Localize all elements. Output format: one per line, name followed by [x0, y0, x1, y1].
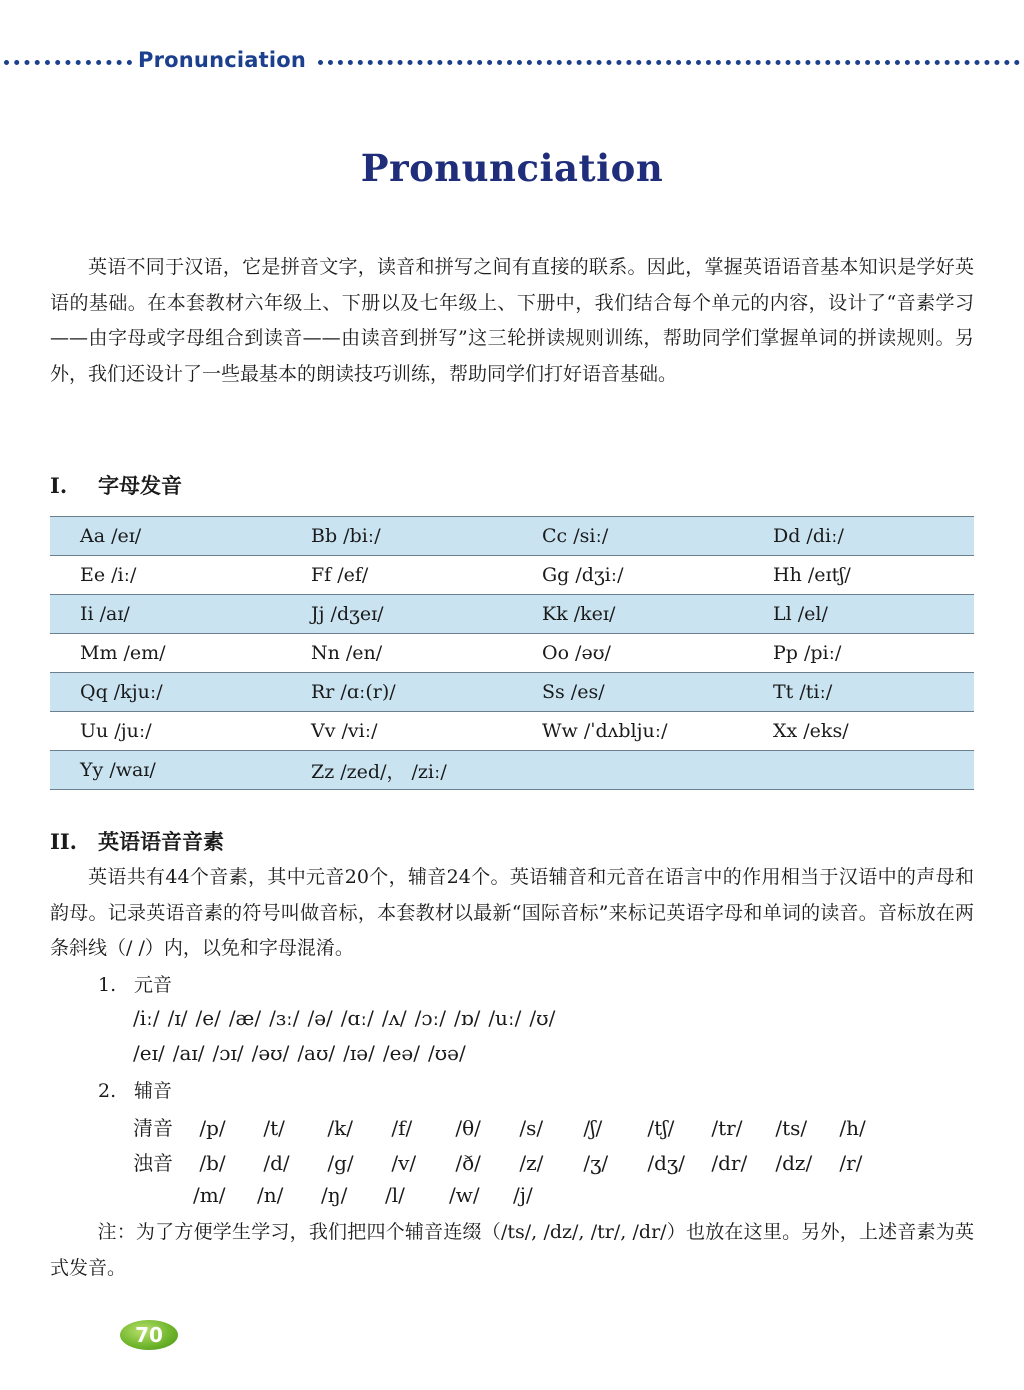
vowel-symbol: /ɒ/ — [454, 1006, 481, 1030]
letter-cell: Ll /el/ — [743, 595, 974, 634]
consonant-symbol: /p/ — [199, 1116, 226, 1140]
consonants-heading — [98, 1076, 172, 1103]
letter-cell: Tt /tiː/ — [743, 673, 974, 712]
consonant-symbol: /s/ — [519, 1116, 544, 1140]
voiceless-label: 清音 — [133, 1116, 173, 1140]
vowel-symbol: /æ/ — [228, 1006, 262, 1030]
letter-cell: Gg /dʒiː/ — [512, 556, 743, 595]
page-title: Pronunciation — [360, 146, 664, 190]
vowel-symbol: /eə/ — [382, 1041, 420, 1065]
vowel-symbol: /ə/ — [307, 1006, 333, 1030]
vowel-symbol: /ɑː/ — [340, 1006, 374, 1030]
letter-cell: Cc /siː/ — [512, 517, 743, 556]
letter-cell: Ff /ef/ — [281, 556, 512, 595]
consonants-label: 辅音 — [134, 1080, 173, 1102]
vowel-symbol: /ɪ/ — [167, 1006, 188, 1030]
vowels-number: 1. — [98, 974, 117, 996]
diphthong-row — [133, 1041, 474, 1065]
voiced-label: 浊音 — [133, 1151, 173, 1175]
letter-cell: Zz /zed/， /ziː/ — [281, 751, 512, 790]
monophthong-row — [133, 1006, 563, 1030]
dotted-rule-right — [318, 60, 1020, 65]
letter-cell: Bb /biː/ — [281, 517, 512, 556]
voiced-consonant-row — [133, 1147, 903, 1176]
vowel-symbol: /ʌ/ — [381, 1006, 407, 1030]
consonant-symbol: /θ/ — [455, 1116, 481, 1140]
vowel-symbol: /ɜː/ — [269, 1006, 300, 1030]
consonant-symbol: /f/ — [391, 1116, 413, 1140]
consonant-symbol: /ð/ — [455, 1151, 481, 1175]
letter-cell: Mm /em/ — [50, 634, 281, 673]
consonant-symbol: /l/ — [385, 1183, 405, 1207]
letter-cell: Rr /ɑː(r)/ — [281, 673, 512, 712]
consonant-symbol: /r/ — [839, 1151, 863, 1175]
section-1-number: I. — [50, 473, 68, 498]
letter-cell: Dd /diː/ — [743, 517, 974, 556]
vowel-symbol: /ɪə/ — [343, 1041, 375, 1065]
consonant-symbol: /dr/ — [711, 1151, 748, 1175]
voiceless-consonant-row — [133, 1112, 903, 1141]
consonant-symbol: /ʒ/ — [583, 1151, 609, 1175]
letter-cell: Ee /iː/ — [50, 556, 281, 595]
section-2-number: II. — [50, 829, 77, 854]
letter-cell — [512, 751, 743, 790]
table-row — [50, 634, 974, 673]
running-header-title: Pronunciation — [138, 48, 307, 72]
consonant-symbol: /h/ — [839, 1116, 866, 1140]
vowel-symbol: /ɔɪ/ — [212, 1041, 244, 1065]
other-consonant-row — [133, 1183, 577, 1207]
table-row — [50, 712, 974, 751]
table-row — [50, 556, 974, 595]
consonant-symbol: /t/ — [263, 1116, 285, 1140]
letter-cell: Ww /ˈdʌbljuː/ — [512, 712, 743, 751]
letter-cell: Xx /eks/ — [743, 712, 974, 751]
letter-cell: Kk /keɪ/ — [512, 595, 743, 634]
page-number-badge: 70 — [120, 1320, 178, 1350]
table-row — [50, 595, 974, 634]
consonants-number: 2. — [98, 1080, 117, 1102]
section-1-title: 字母发音 — [98, 473, 182, 498]
consonant-symbol: /m/ — [193, 1183, 226, 1207]
letter-cell: Uu /juː/ — [50, 712, 281, 751]
dotted-rule-left — [4, 60, 132, 65]
letter-cell: Yy /waɪ/ — [50, 751, 281, 790]
vowel-symbol: /ʊ/ — [529, 1006, 556, 1030]
consonant-symbol: /dʒ/ — [647, 1151, 685, 1175]
vowel-symbol: /e/ — [195, 1006, 221, 1030]
note-paragraph: 注：为了方便学生学习，我们把四个辅音连缀（/ts/, /dz/, /tr/, /dr/）也放在这里。另外，上述音素为英式发音。 — [50, 1221, 974, 1279]
consonant-symbol: /g/ — [327, 1151, 354, 1175]
letter-cell: Ii /aɪ/ — [50, 595, 281, 634]
letter-cell: Aa /eɪ/ — [50, 517, 281, 556]
consonant-symbol: /tʃ/ — [647, 1116, 675, 1140]
vowel-symbol: /uː/ — [488, 1006, 522, 1030]
vowel-symbol: /iː/ — [133, 1006, 160, 1030]
vowel-symbol: /əʊ/ — [251, 1041, 290, 1065]
consonant-symbol: /z/ — [519, 1151, 544, 1175]
alphabet-pronunciation-table — [50, 516, 974, 790]
consonant-symbol: /b/ — [199, 1151, 226, 1175]
running-header — [0, 44, 1024, 80]
consonant-symbol: /d/ — [263, 1151, 290, 1175]
letter-cell: Ss /es/ — [512, 673, 743, 712]
letter-cell: Jj /dʒeɪ/ — [281, 595, 512, 634]
vowel-symbol: /aʊ/ — [297, 1041, 336, 1065]
letter-cell: Vv /viː/ — [281, 712, 512, 751]
vowel-symbol: /eɪ/ — [133, 1041, 165, 1065]
section-1-heading — [50, 470, 182, 500]
vowels-heading — [98, 970, 172, 997]
consonant-symbol: /n/ — [257, 1183, 284, 1207]
vowels-label: 元音 — [134, 974, 173, 996]
vowel-symbol: /aɪ/ — [172, 1041, 205, 1065]
consonant-symbol: /ʃ/ — [583, 1116, 603, 1140]
consonant-symbol: /j/ — [513, 1183, 533, 1207]
consonant-symbol: /ts/ — [775, 1116, 808, 1140]
consonant-symbol: /k/ — [327, 1116, 353, 1140]
vowel-symbol: /ʊə/ — [428, 1041, 466, 1065]
table-row — [50, 517, 974, 556]
consonant-symbol: /tr/ — [711, 1116, 743, 1140]
letter-cell: Oo /əʊ/ — [512, 634, 743, 673]
consonant-symbol: /ŋ/ — [321, 1183, 348, 1207]
vowel-symbol: /ɔː/ — [414, 1006, 447, 1030]
letter-cell: Pp /piː/ — [743, 634, 974, 673]
consonant-symbol: /v/ — [391, 1151, 417, 1175]
consonant-symbol: /w/ — [449, 1183, 480, 1207]
section-2-title: 英语语音音素 — [98, 829, 224, 854]
letter-cell: Nn /en/ — [281, 634, 512, 673]
phoneme-paragraph: 英语共有44个音素，其中元音20个，辅音24个。英语辅音和元音在语言中的作用相当于汉语中的声母和韵母。记录英语音素的符号叫做音标，本套教材以最新“国际音标”来标记英语字母和单词的读音。音标放在两条斜线（/ /）内，以免和字母混淆。 — [50, 866, 974, 959]
consonant-symbol: /dz/ — [775, 1151, 813, 1175]
letter-cell — [743, 751, 974, 790]
table-row — [50, 751, 974, 790]
intro-paragraph: 英语不同于汉语，它是拼音文字，读音和拼写之间有直接的联系。因此，掌握英语语音基本知识是学好英语的基础。在本套教材六年级上、下册以及七年级上、下册中，我们结合每个单元的内容，设计了“音素学习——由字母或字母组合到读音——由读音到拼写”这三轮拼读规则训练，帮助同学们掌握单词的拼读规则。另外，我们还设计了一些最基本的朗读技巧训练，帮助同学们打好语音基础。 — [50, 256, 974, 385]
letter-cell: Qq /kjuː/ — [50, 673, 281, 712]
letter-cell: Hh /eɪtʃ/ — [743, 556, 974, 595]
table-row — [50, 673, 974, 712]
section-2-heading — [50, 826, 224, 856]
